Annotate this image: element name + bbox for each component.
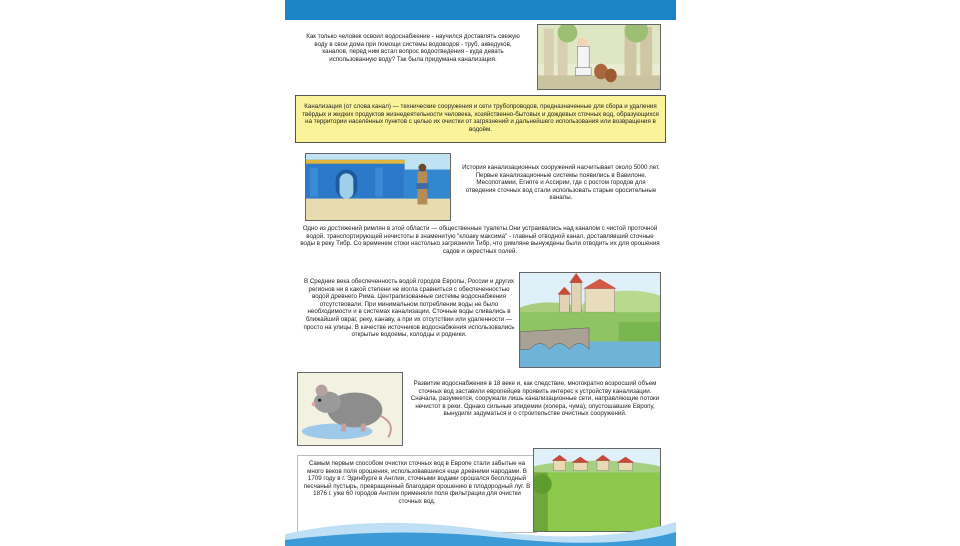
rome-paragraph: Одно из достижений римлян в этой области — общественные туалеты.Они устраивались над каналом с чистой проточной водой, транспортирующей нечистоты в знаменитую "клоаку максима" - главный отводной канал, доставлявший сточные воды в реку Тибр. Со временем стоки настолько загрязнили Тибр, что римляне вынуждены были отводить их для орошения садов и окрестных полей. [300, 225, 660, 255]
century18-paragraph: Развитие водоснабжения в 18 веке и, как следствие, многократно возросший объем сточных вод заставили европейцев проявить интерес к устройству канализации. Сначала, разумеется, сооружали лишь канализационные сети, направляющие потоки нечистот в реки. Однако сильные эпидемии (холера, чума), опустошавшие Европу, вынудили задуматься и о строительстве очистных сооружений. [410, 380, 660, 418]
irrigation-fields-box: Самым первым способом очистки сточных вод в Европе стали забытые на много веков поля орошения, использовавшиеся еще древними народами. В 1709 году в г. Эдинбурге в Англии, сточными водами орошался бесплодный песчаный пустырь, превращенный благодаря орошению в плодородный луг. В 1876 г. уже 60 городов Англии применяли поля фильтрации для очистки сточных вод. [297, 455, 537, 533]
history-paragraph: История канализационных сооружений насчитывает около 5000 лет. Первые канализационные системы появились в Вавилоне, Месопотамии, Египте и Ассирии, где с ростом городов для отведения сточных вод стали использовать старые оросительные каналы. [462, 164, 660, 202]
middle-ages-paragraph: В Средние века обеспеченность водой городов Европы, России и других регионов ни в какой степени не могла сравниться с обеспеченностью водой древнего Рима. Централизованные системы водоснабжения отсутствовали. При минимальном потреблении воды не было необходимости и в системах канализации. Сточные воды сливались в ближайший овраг, реку, канаву, а при их отсутствии или удаленности — просто на улицы. В качестве источников водоснабжения использовались открытые водоемы, колодцы и родники. [303, 278, 515, 339]
illustration-rat [297, 372, 403, 446]
illustration-water-carrier [537, 24, 661, 90]
poster-page [285, 0, 676, 546]
intro-paragraph: Как только человек освоил водоснабжение - научился доставлять свежую воду в свои дома при помощи системы водоводов - труб, акведуков, каналов, перед ним встал вопрос водоотведения - куда девать использованную воду? Так была придумана канализация. [306, 33, 520, 63]
definition-box: Канализация (от слова канал) — технические сооружения и сети трубопроводов, предназначенные для сбора и удаления твёрдых и жидких продуктов жизнедеятельности человека, хозяйственно-бытовых и дождевых сточных вод, образующихся на территории населённых пунктов с целью их очистки от загрязнений и дальнейшего использования или возвращения в водоём. [295, 95, 666, 143]
bottom-wave-decoration [285, 504, 676, 546]
illustration-castle-bridge [519, 272, 661, 368]
top-blue-bar [285, 0, 676, 20]
illustration-babylon-gate [305, 153, 451, 221]
